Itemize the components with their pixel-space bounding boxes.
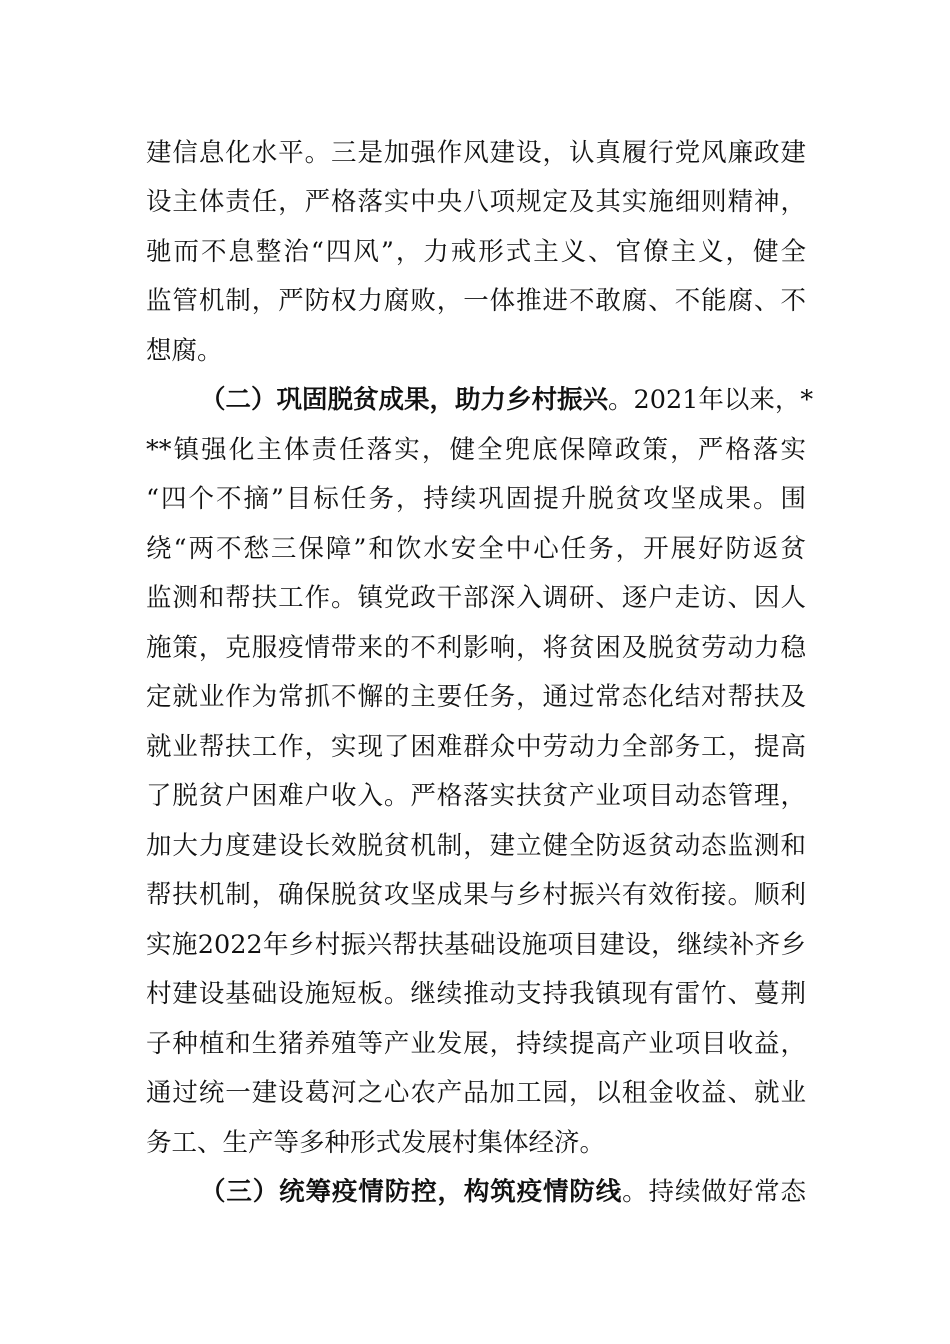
- paragraph-line: 实施2022年乡村振兴帮扶基础设施项目建设，继续补齐乡: [146, 930, 806, 960]
- paragraph-line: 了脱贫户困难户收入。严格落实扶贫产业项目动态管理，: [146, 781, 806, 811]
- section-3-text: 。持续做好常态: [622, 1177, 806, 1207]
- paragraph-line: 监管机制，严防权力腐败，一体推进不敢腐、不能腐、不: [146, 286, 806, 316]
- paragraph-line: 村建设基础设施短板。继续推动支持我镇现有雷竹、蔓荆: [146, 979, 806, 1009]
- paragraph-line: 就业帮扶工作，实现了困难群众中劳动力全部务工，提高: [146, 732, 806, 762]
- paragraph-line: 想腐。: [146, 336, 223, 366]
- section-3-heading: （三）统筹疫情防控，构筑疫情防线: [200, 1177, 623, 1207]
- paragraph-line: 加大力度建设长效脱贫机制，建立健全防返贫动态监测和: [146, 831, 806, 861]
- paragraph-line: 驰而不息整治“四风”，力戒形式主义、官僚主义，健全: [146, 237, 806, 267]
- paragraph-line: 建信息化水平。三是加强作风建设，认真履行党风廉政建: [146, 138, 806, 168]
- section-2-text: 。2021年以来，*: [608, 385, 814, 415]
- paragraph-line: 设主体责任，严格落实中央八项规定及其实施细则精神，: [146, 187, 806, 217]
- section-3-first-line: [200, 1172, 806, 1212]
- paragraph-line: 帮扶机制，确保脱贫攻坚成果与乡村振兴有效衔接。顺利: [146, 880, 806, 910]
- section-2-heading: （二）巩固脱贫成果，助力乡村振兴: [200, 385, 609, 415]
- paragraph-line: “四个不摘”目标任务，持续巩固提升脱贫攻坚成果。围: [146, 484, 806, 514]
- paragraph-line: 绕“两不愁三保障”和饮水安全中心任务，开展好防返贫: [146, 534, 806, 564]
- paragraph-line: **镇强化主体责任落实，健全兜底保障政策，严格落实: [146, 435, 806, 465]
- paragraph-line: 监测和帮扶工作。镇党政干部深入调研、逐户走访、因人: [146, 583, 806, 613]
- paragraph-line: 子种植和生猪养殖等产业发展，持续提高产业项目收益，: [146, 1029, 806, 1059]
- paragraph-line: 施策，克服疫情带来的不利影响，将贫困及脱贫劳动力稳: [146, 633, 806, 663]
- section-2-first-line: [200, 380, 814, 420]
- paragraph-line: 通过统一建设葛河之心农产品加工园，以租金收益、就业: [146, 1078, 806, 1108]
- paragraph-line: 务工、生产等多种形式发展村集体经济。: [146, 1128, 606, 1158]
- paragraph-line: 定就业作为常抓不懈的主要任务，通过常态化结对帮扶及: [146, 682, 806, 712]
